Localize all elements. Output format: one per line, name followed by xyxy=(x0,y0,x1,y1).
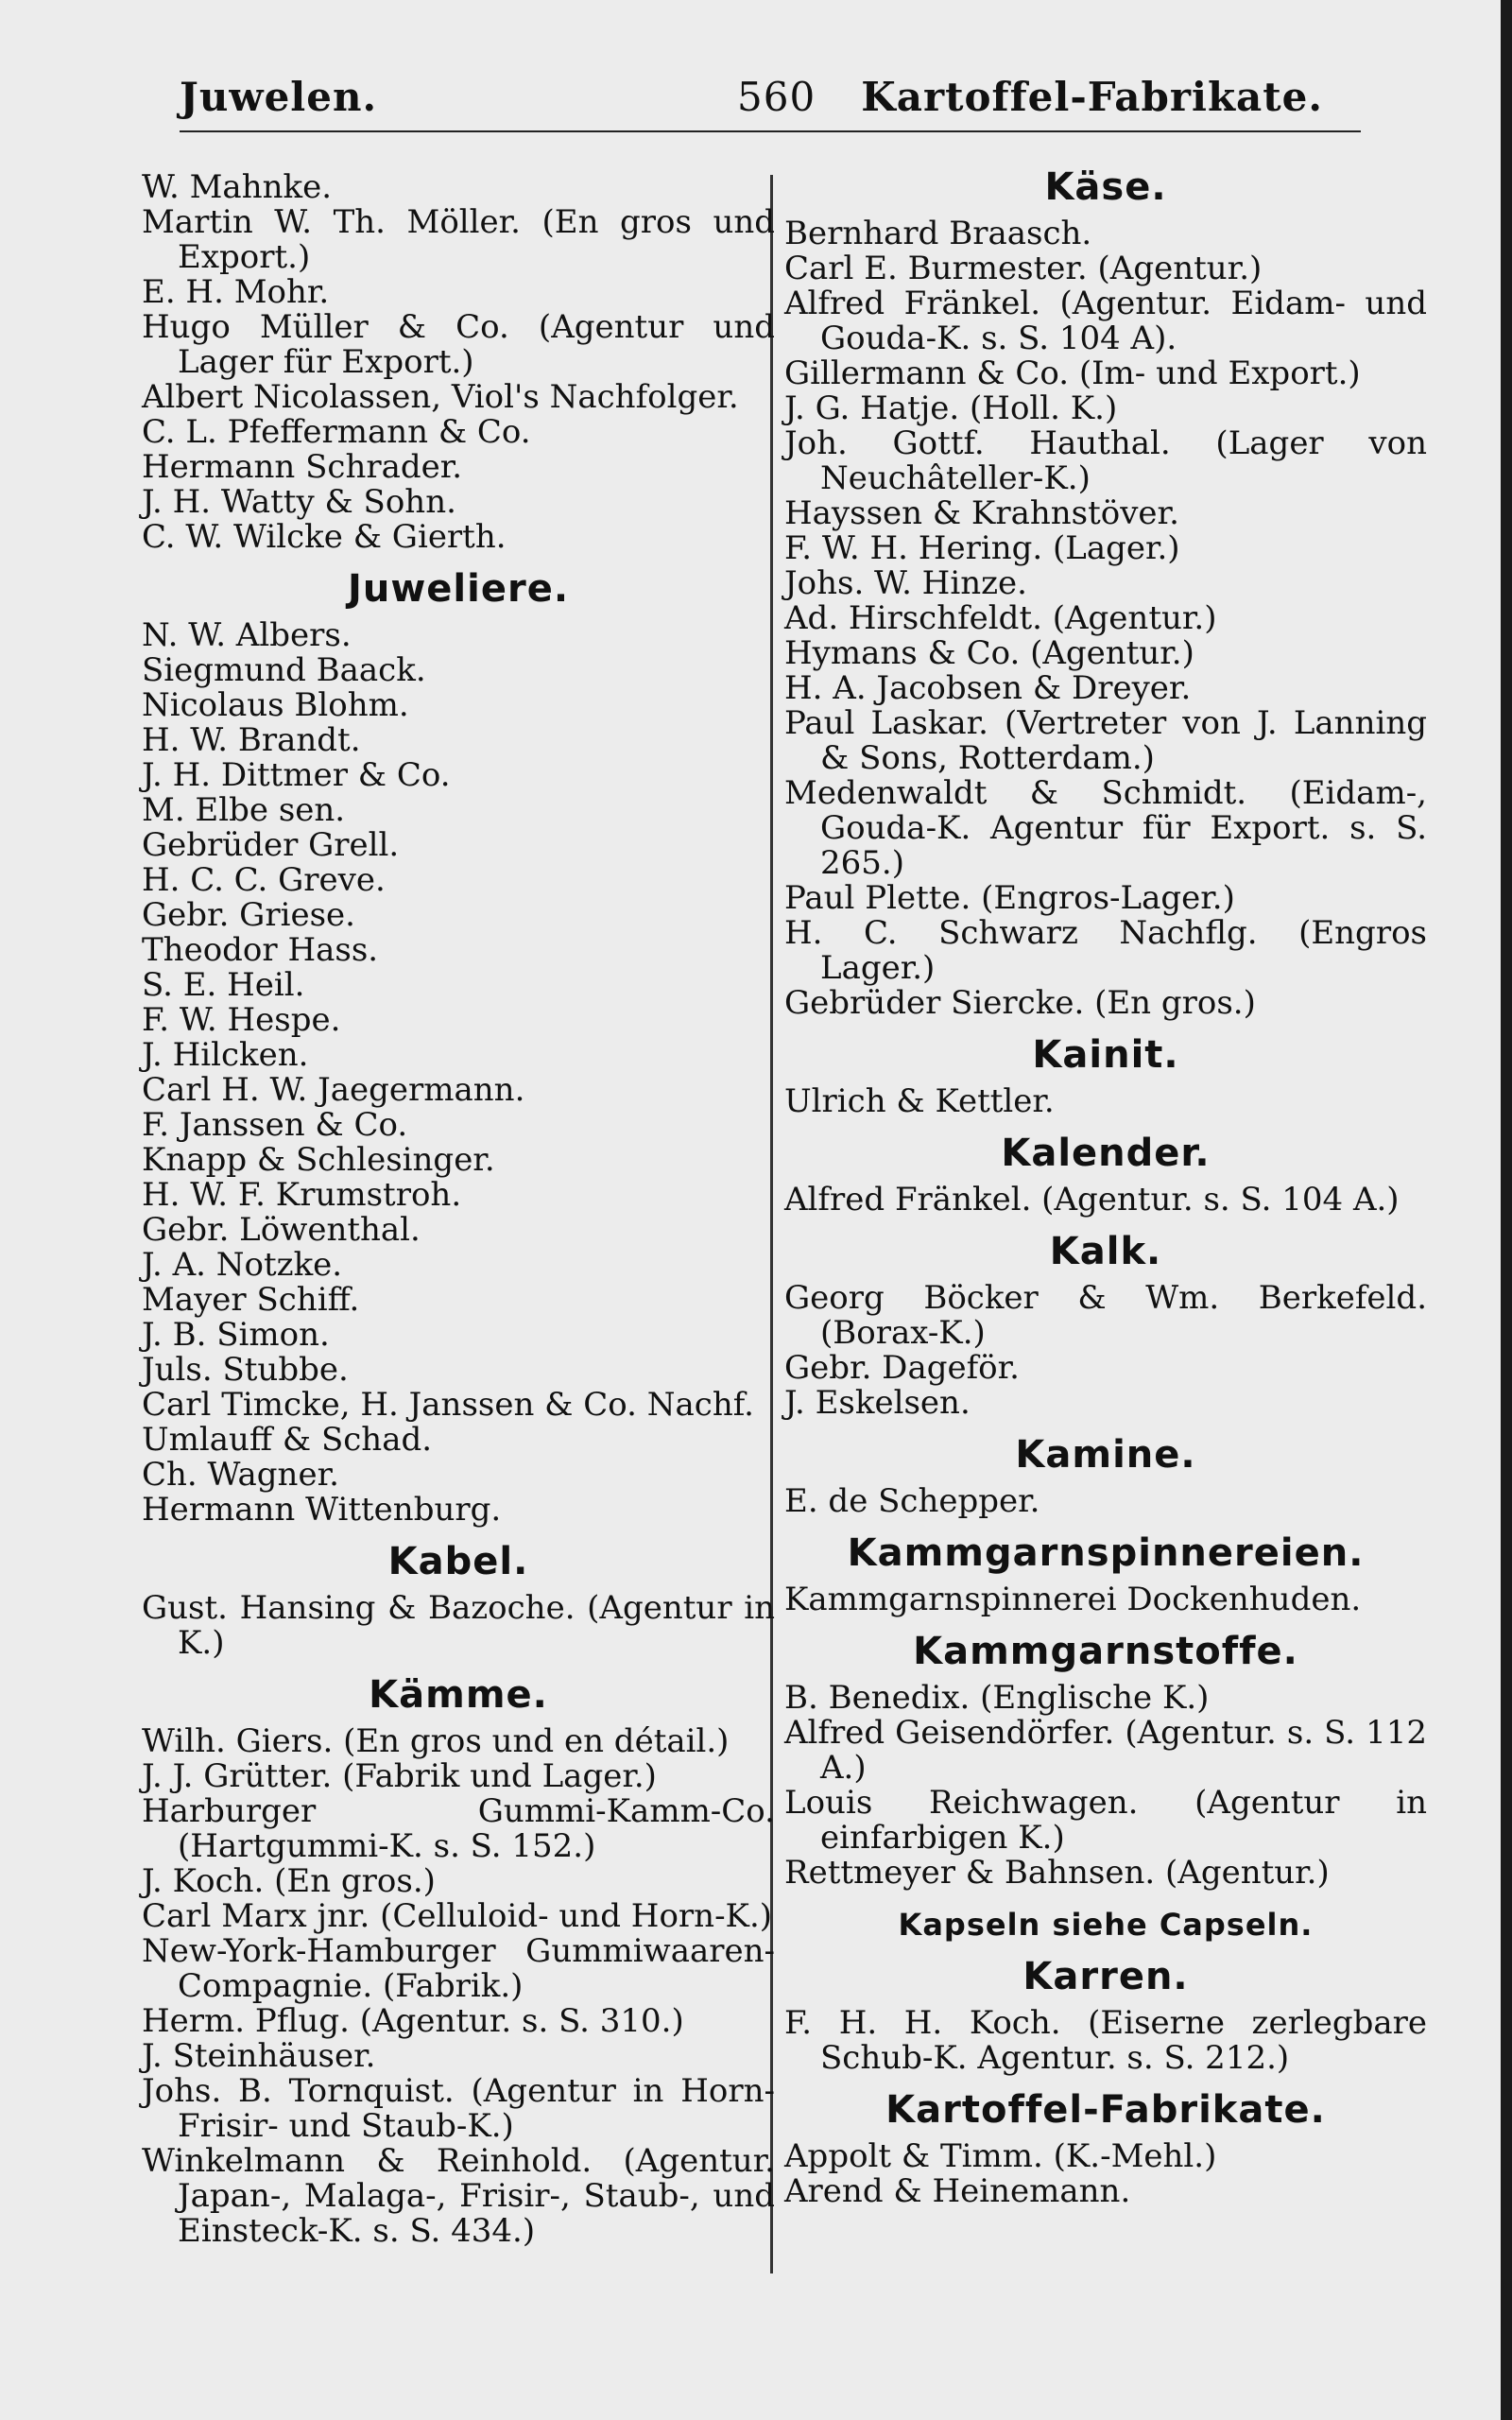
section-heading: Kalender. xyxy=(1001,1132,1211,1175)
directory-entry: Gillermann & Co. (Im- und Export.) xyxy=(784,354,1361,392)
directory-entry: H. W. F. Krumstroh. xyxy=(142,1176,462,1214)
directory-entry: Gebrüder Siercke. (En gros.) xyxy=(784,984,1256,1022)
directory-entry: Gust. Hansing & Bazoche. (Agentur in K.) xyxy=(142,1589,775,1662)
directory-entry: F. H. H. Koch. (Eiserne zerlegbare Schub-K. Agentur. s. S. 212.) xyxy=(784,2004,1427,2077)
directory-entry: Kammgarnspinnerei Dockenhuden. xyxy=(784,1581,1362,1618)
section-heading: Kammgarnstoffe. xyxy=(913,1630,1298,1673)
section-heading: Kainit. xyxy=(1032,1033,1179,1077)
directory-entry: Ad. Hirschfeldt. (Agentur.) xyxy=(784,599,1217,637)
directory-entry: E. H. Mohr. xyxy=(142,273,330,311)
directory-entry: B. Benedix. (Englische K.) xyxy=(784,1679,1210,1717)
running-head-right: Kartoffel-Fabrikate. xyxy=(861,74,1323,120)
directory-entry: J. Koch. (En gros.) xyxy=(142,1862,436,1900)
directory-entry: J. Hilcken. xyxy=(142,1036,309,1074)
directory-entry: Hymans & Co. (Agentur.) xyxy=(784,634,1194,672)
directory-entry: Carl E. Burmester. (Agentur.) xyxy=(784,250,1263,287)
directory-entry: Joh. Gottf. Hauthal. (Lager von Neuchâteller-K.) xyxy=(784,424,1427,497)
directory-entry: J. H. Watty & Sohn. xyxy=(142,483,456,521)
directory-entry: J. B. Simon. xyxy=(142,1316,330,1354)
directory-entry: Arend & Heinemann. xyxy=(784,2172,1131,2210)
directory-entry: H. C. Schwarz Nachflg. (Engros Lager.) xyxy=(784,914,1427,987)
directory-entry: H. C. C. Greve. xyxy=(142,861,386,899)
directory-entry: Wilh. Giers. (En gros und en détail.) xyxy=(142,1722,730,1760)
directory-entry: W. Mahnke. xyxy=(142,168,333,206)
directory-entry: Gebrüder Grell. xyxy=(142,826,400,864)
directory-entry: Gebr. Griese. xyxy=(142,896,355,934)
section-heading: Kamine. xyxy=(1015,1433,1196,1477)
directory-entry: Georg Böcker & Wm. Berkefeld. (Borax-K.) xyxy=(784,1279,1427,1352)
directory-entry: Hermann Schrader. xyxy=(142,448,463,486)
section-heading: Kapseln siehe Capseln. xyxy=(898,1907,1314,1943)
directory-entry: Martin W. Th. Möller. (En gros und Export.) xyxy=(142,203,775,276)
directory-entry: Umlauff & Schad. xyxy=(142,1421,433,1459)
directory-entry: Siegmund Baack. xyxy=(142,651,426,689)
directory-entry: Johs. B. Tornquist. (Agentur in Horn-Frisir- und Staub-K.) xyxy=(142,2072,775,2145)
directory-entry: Carl Timcke, H. Janssen & Co. Nachf. xyxy=(142,1386,754,1424)
section-heading: Kalk. xyxy=(1049,1230,1162,1273)
directory-entry: Nicolaus Blohm. xyxy=(142,686,409,724)
section-heading: Juweliere. xyxy=(347,567,570,611)
directory-entry: Ch. Wagner. xyxy=(142,1456,339,1494)
directory-entry: Appolt & Timm. (K.-Mehl.) xyxy=(784,2137,1217,2175)
directory-entry: Albert Nicolassen, Viol's Nachfolger. xyxy=(142,378,739,416)
section-heading: Kämme. xyxy=(369,1673,548,1717)
page-edge xyxy=(1501,0,1512,2420)
section-heading: Kabel. xyxy=(387,1540,529,1583)
directory-entry: Hayssen & Krahnstöver. xyxy=(784,494,1179,532)
left-column xyxy=(142,170,775,2249)
directory-entry: F. W. Hespe. xyxy=(142,1001,341,1039)
directory-entry: M. Elbe sen. xyxy=(142,791,346,829)
directory-entry: Carl H. W. Jaegermann. xyxy=(142,1071,525,1109)
directory-entry: Harburger Gummi-Kamm-Co. (Hartgummi-K. s. S. 152.) xyxy=(142,1792,775,1865)
directory-entry: Hugo Müller & Co. (Agentur und Lager für Export.) xyxy=(142,308,775,381)
directory-entry: F. Janssen & Co. xyxy=(142,1106,408,1144)
running-head xyxy=(180,64,1361,132)
directory-entry: H. A. Jacobsen & Dreyer. xyxy=(784,669,1192,707)
page-number: 560 xyxy=(737,74,816,120)
directory-entry: Herm. Pflug. (Agentur. s. S. 310.) xyxy=(142,2002,684,2040)
directory-entry: Hermann Wittenburg. xyxy=(142,1491,502,1529)
directory-entry: Winkelmann & Reinhold. (Agentur. Japan-, Malaga-, Frisir-, Staub-, und Einsteck-K. s. S. 434.) xyxy=(142,2142,775,2250)
directory-entry: Juls. Stubbe. xyxy=(142,1351,349,1389)
directory-entry: Louis Reichwagen. (Agentur in einfarbigen K.) xyxy=(784,1784,1427,1857)
directory-entry: F. W. H. Hering. (Lager.) xyxy=(784,529,1180,567)
directory-entry: Theodor Hass. xyxy=(142,931,379,969)
directory-entry: J. J. Grütter. (Fabrik und Lager.) xyxy=(142,1757,657,1795)
directory-entry: Gebr. Dageför. xyxy=(784,1349,1020,1387)
directory-entry: New-York-Hamburger Gummiwaaren-Compagnie. (Fabrik.) xyxy=(142,1932,775,2005)
directory-entry: Ulrich & Kettler. xyxy=(784,1082,1055,1120)
directory-entry: S. E. Heil. xyxy=(142,966,305,1004)
directory-entry: Alfred Fränkel. (Agentur. Eidam- und Gouda-K. s. S. 104 A). xyxy=(784,285,1427,357)
directory-entry: Bernhard Braasch. xyxy=(784,215,1092,252)
right-column xyxy=(784,165,1427,2210)
directory-entry: Rettmeyer & Bahnsen. (Agentur.) xyxy=(784,1854,1330,1892)
directory-entry: N. W. Albers. xyxy=(142,616,352,654)
directory-entry: Paul Plette. (Engros-Lager.) xyxy=(784,879,1235,917)
running-head-left: Juwelen. xyxy=(180,74,378,120)
directory-entry: H. W. Brandt. xyxy=(142,721,361,759)
directory-entry: J. G. Hatje. (Holl. K.) xyxy=(784,389,1118,427)
directory-entry: E. de Schepper. xyxy=(784,1482,1040,1520)
directory-entry: Johs. W. Hinze. xyxy=(784,564,1027,602)
directory-entry: J. A. Notzke. xyxy=(142,1246,343,1284)
directory-entry: J. Steinhäuser. xyxy=(142,2037,376,2075)
section-heading: Karren. xyxy=(1022,1955,1189,1998)
directory-entry: Mayer Schiff. xyxy=(142,1281,360,1319)
directory-entry: Alfred Fränkel. (Agentur. s. S. 104 A.) xyxy=(784,1181,1400,1219)
directory-entry: Alfred Geisendörfer. (Agentur. s. S. 112 A.) xyxy=(784,1714,1427,1787)
section-heading: Kammgarnspinnereien. xyxy=(847,1531,1365,1575)
section-heading: Kartoffel-Fabrikate. xyxy=(885,2088,1326,2132)
directory-entry: Paul Laskar. (Vertreter von J. Lanning & Sons, Rotterdam.) xyxy=(784,704,1427,777)
directory-entry: Gebr. Löwenthal. xyxy=(142,1211,421,1249)
section-heading: Käse. xyxy=(1044,165,1167,209)
directory-entry: J. Eskelsen. xyxy=(784,1384,971,1422)
directory-entry: Carl Marx jnr. (Celluloid- und Horn-K.) xyxy=(142,1897,773,1935)
directory-entry: C. L. Pfeffermann & Co. xyxy=(142,413,531,451)
directory-entry: J. H. Dittmer & Co. xyxy=(142,756,451,794)
directory-entry: Medenwaldt & Schmidt. (Eidam-, Gouda-K. Agentur für Export. s. S. 265.) xyxy=(784,774,1427,882)
directory-entry: Knapp & Schlesinger. xyxy=(142,1141,495,1179)
directory-entry: C. W. Wilcke & Gierth. xyxy=(142,518,507,556)
